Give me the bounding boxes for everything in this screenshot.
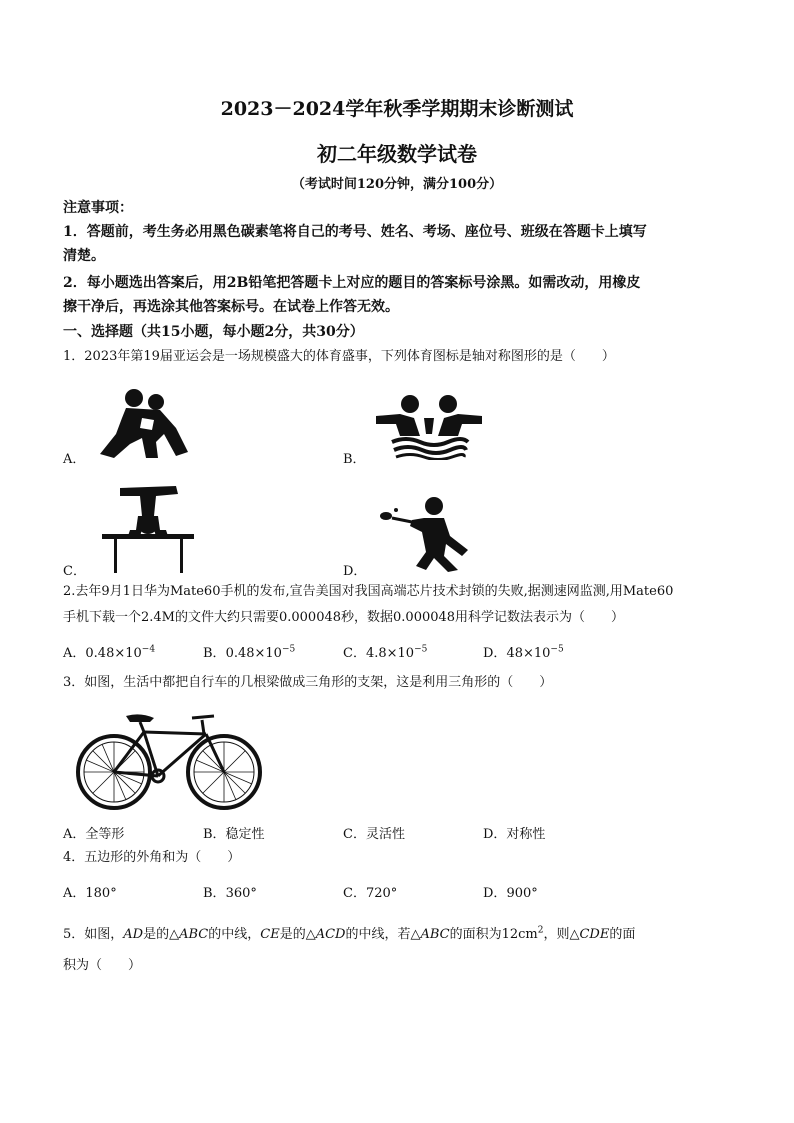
q1-stem: 1．2023年第19届亚运会是一场规模盛大的体育盛事，下列体育图标是轴对称图形的是（ ） xyxy=(63,349,615,364)
q4-stem: 4．五边形的外角和为（ ） xyxy=(63,850,241,865)
notice-item-2-line-1: 2．每小题选出答案后，用2B铅笔把答题卡上对应的题目的答案标号涂黑。如需改动，用橡皮 xyxy=(63,275,641,291)
q1-option-d-label: D． xyxy=(343,564,367,579)
notice-item-2-line-2: 擦干净后，再选涂其他答案标号。在试卷上作答无效。 xyxy=(63,299,399,315)
q4-option-d: D．900° xyxy=(483,886,538,901)
notice-item-1-line-1: 1．答题前，考生务必用黑色碳素笔将自己的考号、姓名、考场、座位号、班级在答题卡上填写 xyxy=(63,224,647,240)
notice-heading: 注意事项： xyxy=(63,200,133,216)
notice-item-1-line-2: 清楚。 xyxy=(63,248,105,264)
q3-option-a: A．全等形 xyxy=(63,827,125,842)
q4-option-b: B．360° xyxy=(203,886,257,901)
q1-option-b-label: B． xyxy=(343,452,366,467)
q2-stem-line-2: 手机下载一个2.4M的文件大约只需要0.000048秒，数据0.000048用科学记数法表示为（ ） xyxy=(63,610,625,625)
wrestling-icon xyxy=(96,388,190,460)
q2-option-a: A．$0.48\times 10^{-4}$ xyxy=(63,644,156,661)
q3-stem: 3．如图，生活中都把自行车的几根梁做成三角形的支架，这是利用三角形的（ ） xyxy=(63,675,553,690)
q2-stem-line-1: 2.去年9月1日华为Mate60手机的发布,宣告美国对我国高端芯片技术封锁的失败,据测速网监测,用Mate60 xyxy=(63,584,674,599)
q5-stem-line-2: 积为（ ） xyxy=(63,958,142,973)
q2-option-b: B．$0.48\times 10^{-5}$ xyxy=(203,644,296,661)
gymnastics-icon xyxy=(98,482,198,574)
exam-time-note: （考试时间120分钟，满分100分） xyxy=(291,177,503,192)
exam-subtitle: 初二年级数学试卷 xyxy=(317,142,477,166)
q5-stem-line-1: 5．如图，AD是的△ABC的中线，CE是的△ACD的中线，若△ABC的面积为$12cm^2$，则△CDE的面 xyxy=(63,925,636,942)
q1-option-a-label: A． xyxy=(63,452,86,467)
q2-option-d: D．$48\times 10^{-5}$ xyxy=(483,644,564,661)
exam-title: 2023－2024学年秋季学期期末诊断测试 xyxy=(220,98,574,120)
q3-option-b: B．稳定性 xyxy=(203,827,265,842)
q2-option-c: C．$4.8\times 10^{-5}$ xyxy=(343,644,428,661)
badminton-icon xyxy=(376,496,480,572)
q3-option-c: C．灵活性 xyxy=(343,827,405,842)
q4-option-c: C．720° xyxy=(343,886,398,901)
water-polo-icon xyxy=(374,394,484,460)
q4-option-a: A．180° xyxy=(63,886,117,901)
section-1-heading: 一、选择题（共15小题，每小题2分，共30分） xyxy=(63,324,364,340)
bicycle-icon xyxy=(74,710,264,812)
q1-option-c-label: C． xyxy=(63,564,86,579)
q3-option-d: D．对称性 xyxy=(483,827,546,842)
